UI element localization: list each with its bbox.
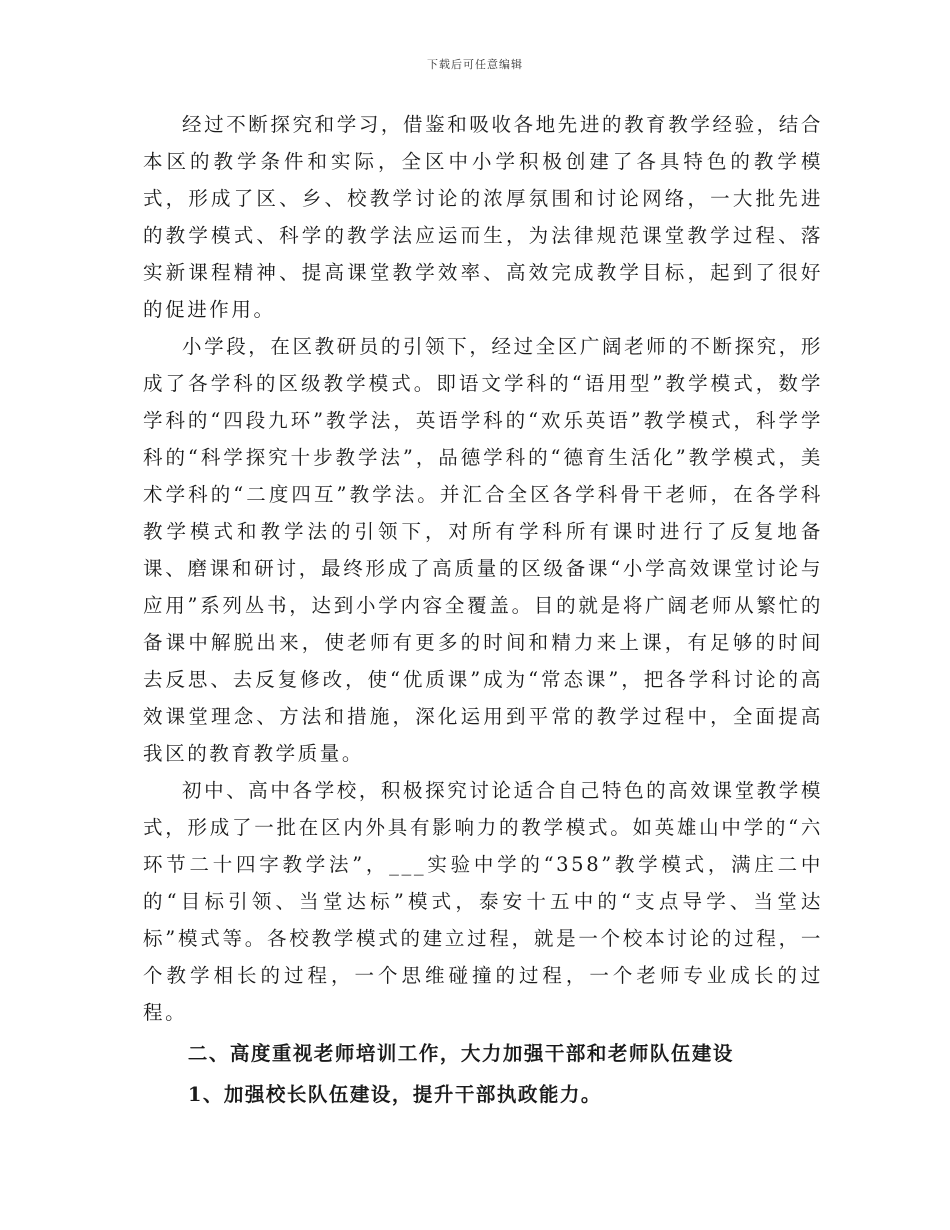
- paragraph-teaching-models-overview: 经过不断探究和学习，借鉴和吸收各地先进的教育教学经验，结合本区的教学条件和实际，全区中小学积极创建了各具特色的教学模式，形成了区、乡、校教学讨论的浓厚氛围和讨论网络，一大批先进的教学模式、科学的教学法应运而生，为法律规范课堂教学过程、落实新课程精神、提高课堂教学效率、高效完成教学目标，起到了很好的促进作用。: [143, 113, 823, 321]
- section-heading-teacher-training: 二、高度重视老师培训工作，大力加强干部和老师队伍建设: [187, 1042, 734, 1065]
- paragraph-primary-school-models: 小学段，在区教研员的引领下，经过全区广阔老师的不断探究，形成了各学科的区级教学模式。即语文学科的“语用型”教学模式，数学学科的“四段九环”教学法，英语学科的“欢乐英语”教学模式，科学学科的“科学探究十步教学法”，品德学科的“德育生活化”教学模式，美术学科的“二度四互”教学法。并汇合全区各学科骨干老师，在各学科教学模式和教学法的引领下，对所有学科所有课时进行了反复地备课、磨课和研讨，最终形成了高质量的区级备课“小学高效课堂讨论与应用”系列丛书，达到小学内容全覆盖。目的就是将广阔老师从繁忙的备课中解脱出来，使老师有更多的时间和精力来上课，有足够的时间去反思、去反复修改，使“优质课”成为“常态课”，把各学科讨论的高效课堂理念、方法和措施，深化运用到平常的教学过程中，全面提高我区的教育教学质量。: [143, 335, 823, 765]
- page-header-note: 下载后可任意编辑: [427, 58, 523, 71]
- subsection-heading-principal-team: 1、加强校长队伍建设，提升干部执政能力。: [187, 1083, 602, 1106]
- document-body: [143, 106, 823, 1113]
- paragraph-middle-high-school-models: 初中、高中各学校，积极探究讨论适合自己特色的高效课堂教学模式，形成了一批在区内外具有影响力的教学模式。如英雄山中学的“六环节二十四字教学法”，___实验中学的“358”教学模式，满庄二中的“目标引领、当堂达标”模式，泰安十五中的“支点导学、当堂达标”模式等。各校教学模式的建立过程，就是一个校本讨论的过程，一个教学相长的过程，一个思维碰撞的过程，一个老师专业成长的过程。: [143, 779, 823, 1024]
